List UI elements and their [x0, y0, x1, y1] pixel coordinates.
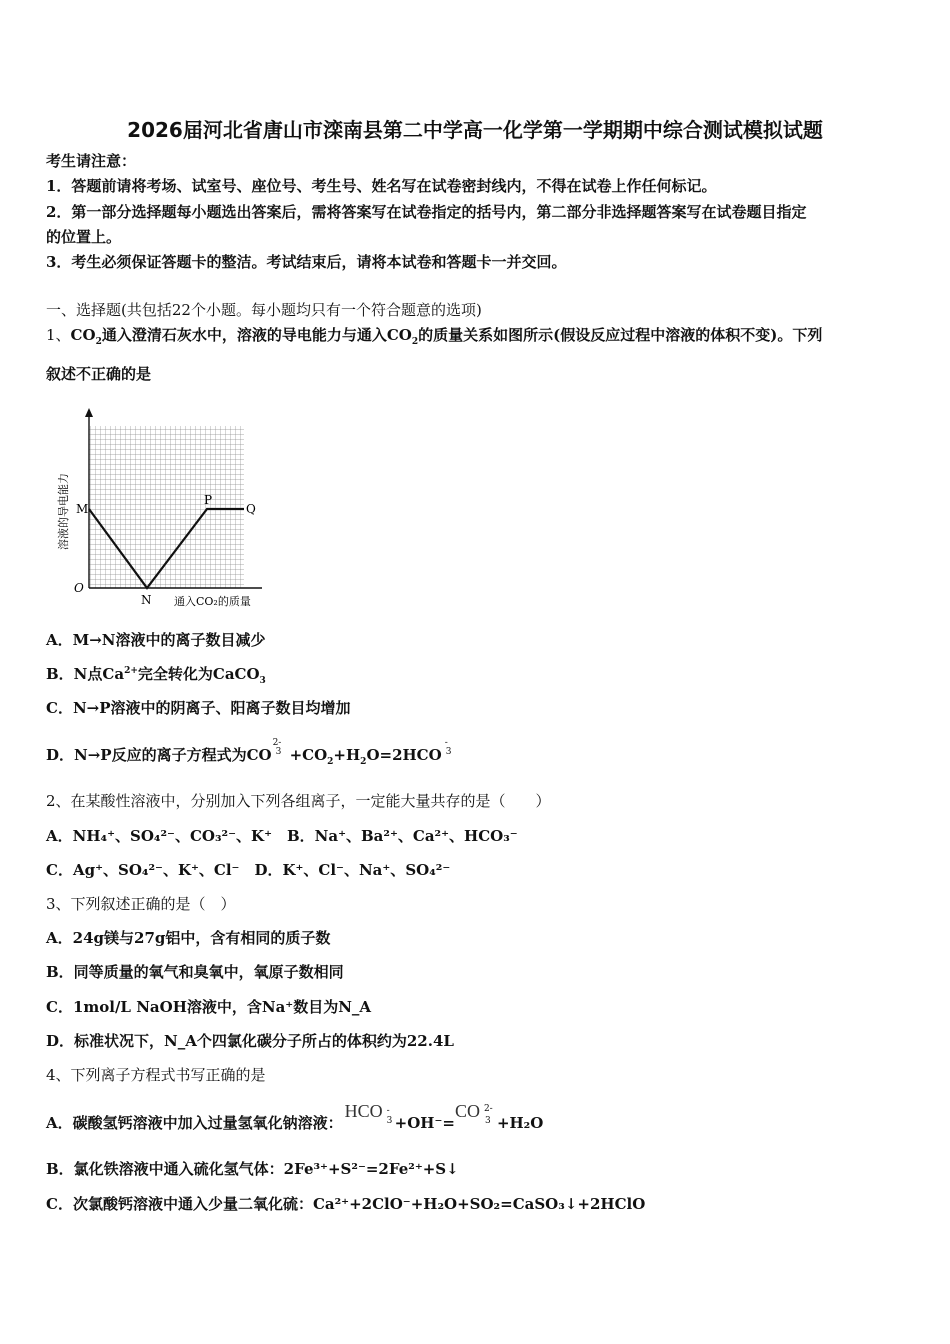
x-axis-label: 通入CO₂的质量 — [174, 595, 251, 608]
label-q: Q — [246, 502, 256, 516]
charge: - — [386, 1106, 390, 1116]
options-2ab: A．NH₄⁺、SO₄²⁻、CO₃²⁻、K⁺ B．Na⁺、Ba²⁺、Ca²⁺、HCO₃⁻ — [46, 827, 518, 845]
formula: HCO — [344, 1101, 383, 1121]
option-text: O=2HCO — [366, 746, 442, 764]
charge: - — [444, 738, 448, 748]
charge: 2- — [272, 738, 282, 748]
option-text: D．N→P反应的离子方程式为CO — [46, 746, 272, 764]
option-text: +CO — [289, 746, 328, 764]
subscript: 3 — [386, 1116, 393, 1126]
notice-item: 2．第一部分选择题每小题选出答案后，需将答案写在试卷指定的括号内，第二部分非选择题答案写在试卷题目指定 — [46, 203, 807, 221]
option-4a — [46, 1101, 544, 1133]
label-origin: O — [74, 581, 84, 595]
charge: 2- — [483, 1104, 493, 1114]
option-text: +OH⁻= — [394, 1114, 455, 1132]
section-heading: 一、选择题(共包括22个小题。每小题均只有一个符合题意的选项) — [46, 301, 482, 319]
conductivity-figure — [50, 404, 280, 612]
option-1b — [46, 664, 266, 684]
notice-item: 的位置上。 — [46, 228, 122, 246]
options-2cd: C．Ag⁺、SO₄²⁻、K⁺、Cl⁻ D．K⁺、Cl⁻、Na⁺、SO₄²⁻ — [46, 861, 451, 879]
option-text: A．碳酸氢钙溶液中加入过量氢氧化钠溶液： — [46, 1114, 343, 1132]
option-1a: A．M→N溶液中的离子数目减少 — [46, 631, 266, 649]
subscript: 3 — [484, 1116, 491, 1126]
option-3b: B．同等质量的氧气和臭氧中，氧原子数相同 — [46, 963, 344, 981]
subscript: 2 — [360, 757, 367, 767]
superscript: 2+ — [124, 666, 138, 676]
subscript: 2 — [327, 757, 334, 767]
option-4b: B．氯化铁溶液中通入硫化氢气体：2Fe³⁺+S²⁻=2Fe²⁺+S↓ — [46, 1160, 459, 1178]
formula: CO — [70, 326, 96, 344]
y-axis-label: 溶液的导电能力 — [57, 473, 70, 550]
notice-item: 1．答题前请将考场、试室号、座位号、考生号、姓名写在试卷密封线内，不得在试卷上作任何标记。 — [46, 177, 717, 195]
option-text: +H — [333, 746, 361, 764]
option-text: +H₂O — [496, 1114, 544, 1132]
page-title: 2026届河北省唐山市滦南县第二中学高一化学第一学期期中综合测试模拟试题 — [127, 118, 823, 142]
option-1d — [46, 738, 454, 767]
stem-text: 通入澄清石灰水中，溶液的导电能力与通入 — [101, 326, 387, 344]
question-number: 1、 — [46, 326, 71, 344]
option-3a: A．24g镁与27g铝中，含有相同的质子数 — [46, 929, 331, 947]
notice-item: 3．考生必须保证答题卡的整洁。考试结束后，请将本试卷和答题卡一并交回。 — [46, 253, 567, 271]
question-3-stem: 3、下列叙述正确的是（ ） — [46, 895, 236, 913]
question-4-stem: 4、下列离子方程式书写正确的是 — [46, 1066, 266, 1084]
label-p: P — [204, 493, 213, 507]
stem-text: 的质量关系如图所示(假设反应过程中溶液的体积不变)。下列 — [418, 326, 823, 344]
subscript: 2 — [411, 337, 419, 347]
label-n: N — [141, 593, 152, 607]
formula: CO — [386, 326, 412, 344]
option-text: B．N点Ca — [46, 665, 125, 683]
subscript: 3 — [275, 747, 282, 757]
question-1-stem-line2: 叙述不正确的是 — [46, 365, 152, 383]
label-m: M — [76, 502, 89, 516]
subscript: 3 — [259, 676, 266, 686]
option-1c: C．N→P溶液中的阴离子、阳离子数目均增加 — [46, 699, 351, 717]
option-text: 完全转化为CaCO — [137, 665, 260, 683]
option-4c: C．次氯酸钙溶液中通入少量二氧化硫：Ca²⁺+2ClO⁻+H₂O+SO₂=CaSO₃↓+2HClO — [46, 1195, 646, 1213]
option-3c: C．1mol/L NaOH溶液中，含Na⁺数目为N_A — [46, 998, 372, 1016]
subscript: 2 — [95, 337, 102, 347]
option-3d: D．标准状况下，N_A个四氯化碳分子所占的体积约为22.4L — [46, 1032, 454, 1050]
formula: CO — [454, 1101, 480, 1121]
y-axis-arrow-icon — [85, 408, 93, 417]
subscript: 3 — [445, 747, 452, 757]
question-1-stem — [46, 325, 822, 345]
notice-heading: 考生请注意： — [46, 152, 137, 170]
question-2-stem: 2、在某酸性溶液中，分别加入下列各组离子，一定能大量共存的是（ ） — [46, 792, 551, 810]
